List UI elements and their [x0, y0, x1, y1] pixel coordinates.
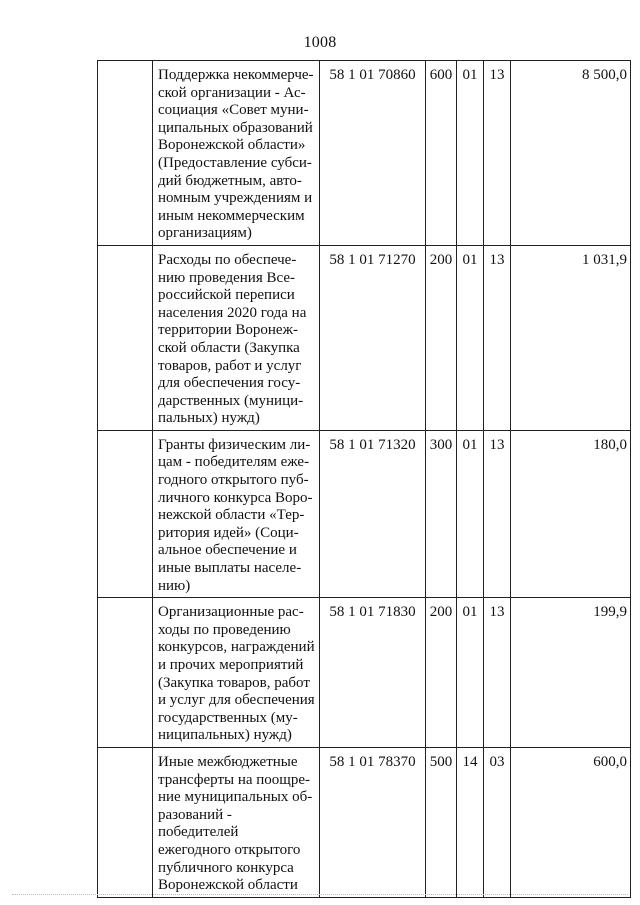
section-cell: [457, 747, 484, 897]
section-cell: [457, 245, 484, 430]
expense-type-cell: [426, 245, 457, 430]
expense-name-cell: [153, 61, 320, 246]
amount: 199,9: [593, 604, 627, 621]
scan-edge-line: [12, 894, 628, 895]
expense-type-cell: [426, 598, 457, 748]
expense-name: Организационные рас- ходы по проведению конкурсов, награждений и прочих мероприятий (Закупка товаров, работ и услуг для обеспечения государственных (му- ниципальных) нужд): [158, 604, 315, 744]
table-row: [98, 430, 631, 597]
section-cell: [457, 598, 484, 748]
subsection: 03: [489, 753, 505, 770]
expense-name-cell: [153, 430, 320, 597]
budget-table: [97, 60, 631, 898]
expense-type-cell: [426, 747, 457, 897]
table-row: [98, 61, 631, 246]
table-row: [98, 598, 631, 748]
amount: 180,0: [593, 436, 627, 453]
expense-type: 200: [429, 251, 453, 268]
subsection: 13: [489, 604, 505, 621]
expense-type-cell: [426, 430, 457, 597]
amount-cell: [511, 430, 631, 597]
target-code: 58 1 01 71320: [329, 436, 416, 453]
target-code: 58 1 01 78370: [329, 753, 416, 770]
subsection-cell: [484, 245, 511, 430]
expense-type: 500: [429, 753, 453, 770]
target-code-cell: [320, 61, 426, 246]
section-cell: [457, 430, 484, 597]
empty-cell: [98, 245, 153, 430]
empty-cell: [98, 598, 153, 748]
target-code-cell: [320, 747, 426, 897]
expense-type: 600: [429, 67, 453, 83]
empty-cell: [98, 61, 153, 246]
table-row: [98, 245, 631, 430]
amount-cell: [511, 245, 631, 430]
expense-name: Поддержка некоммерче- ской организации - Ас- социация «Совет муни- ципальных образований Воронежской области» (Предоставление субси- дий бюджетным, авто- номным учреждениям и иным некоммерческим организациям): [158, 67, 314, 242]
target-code: 58 1 01 70860: [329, 67, 416, 83]
expense-type-cell: [426, 61, 457, 246]
subsection-cell: [484, 747, 511, 897]
expense-name-cell: [153, 747, 320, 897]
section-cell: [457, 61, 484, 246]
amount: 1 031,9: [582, 251, 627, 268]
empty-cell: [98, 430, 153, 597]
target-code-cell: [320, 598, 426, 748]
target-code: 58 1 01 71830: [329, 604, 416, 621]
page-number: 1008: [303, 34, 337, 51]
subsection: 13: [489, 436, 505, 453]
expense-name: Гранты физическим ли- цам - победителям еже- годного открытого пуб- личного конкурса Воро- нежской области «Тер- ритория идей» (Соци- альное обеспечение и иные выплаты населе- нию): [158, 436, 313, 594]
target-code: 58 1 01 71270: [329, 251, 416, 268]
amount: 600,0: [593, 753, 627, 770]
section: 14: [462, 753, 478, 770]
expense-name-cell: [153, 245, 320, 430]
empty-cell: [98, 747, 153, 897]
subsection-cell: [484, 430, 511, 597]
target-code-cell: [320, 245, 426, 430]
expense-name: Расходы по обеспече- нию проведения Все- российской переписи населения 2020 года на территории Воронеж- ской области (Закупка товаров, работ и услуг для обеспечения госу- дарственных (муници- пальных) нужд): [158, 251, 307, 427]
expense-name: Иные межбюджетные трансферты на поощре- ние муниципальных об- разований - победителей ежегодного открытого публичного конкурса Воронежской области: [158, 753, 313, 894]
amount: 8 500,0: [582, 67, 627, 83]
subsection-cell: [484, 61, 511, 246]
expense-name-cell: [153, 598, 320, 748]
amount-cell: [511, 61, 631, 246]
section: 01: [462, 251, 478, 268]
expense-type: 200: [429, 604, 453, 621]
section: 01: [462, 604, 478, 621]
expense-type: 300: [429, 436, 453, 453]
subsection-cell: [484, 598, 511, 748]
subsection: 13: [489, 67, 505, 83]
section: 01: [462, 67, 478, 83]
section: 01: [462, 436, 478, 453]
target-code-cell: [320, 430, 426, 597]
table-row: [98, 747, 631, 897]
amount-cell: [511, 747, 631, 897]
amount-cell: [511, 598, 631, 748]
subsection: 13: [489, 251, 505, 268]
